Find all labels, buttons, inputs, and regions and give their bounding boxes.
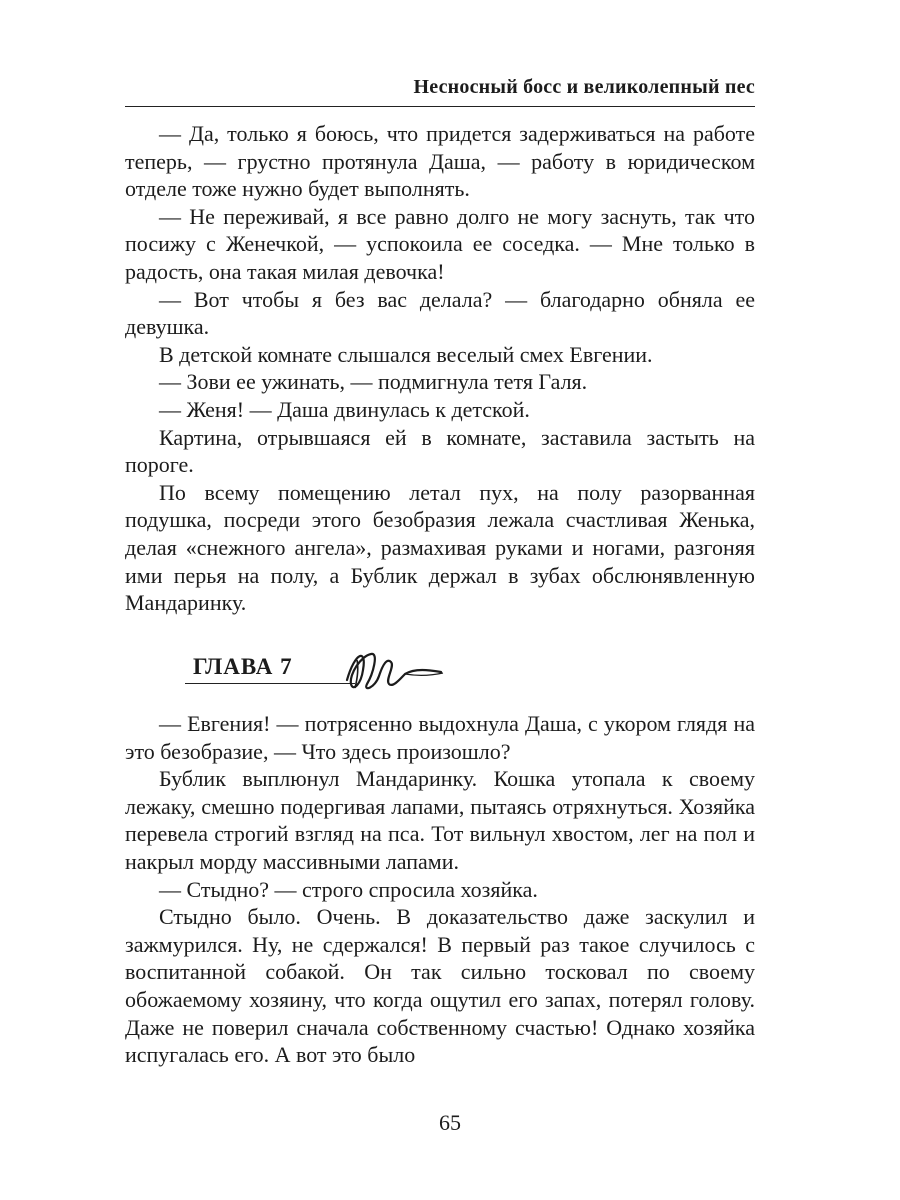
text-block-after-chapter	[125, 710, 755, 1069]
paragraph: — Вот чтобы я без вас делала? — благодарно обняла ее девушка.	[125, 286, 755, 340]
chapter-heading	[185, 640, 445, 700]
header-rule	[125, 106, 755, 107]
flourish-ornament-icon	[345, 640, 445, 700]
chapter-title: ГЛАВА 7	[193, 654, 293, 679]
paragraph: — Не переживай, я все равно долго не могу заснуть, так что посижу с Женечкой, — успокоила ее соседка. — Мне только в радость, она такая милая девочка!	[125, 203, 755, 284]
paragraph: — Евгения! — потрясенно выдохнула Даша, с укором глядя на это безобразие, — Что здесь произошло?	[125, 711, 755, 764]
running-head: Несносный босс и великолепный пес	[413, 76, 755, 98]
paragraph: — Зови ее ужинать, — подмигнула тетя Галя.	[159, 369, 588, 395]
paragraph: Картина, отрывшаяся ей в комнате, заставила застыть на пороге.	[125, 424, 755, 478]
chapter-underline	[185, 683, 355, 684]
paragraph: В детской комнате слышался веселый смех Евгении.	[159, 341, 653, 367]
paragraph: — Стыдно? — строго спросила хозяйка.	[159, 876, 538, 902]
paragraph: Стыдно было. Очень. В доказательство даже заскулил и зажмурился. Ну, не сдержался! В первый раз такое случилось с воспитанной собакой. Он так сильно тосковал по своему обожаемому хозяину, что когда ощутил его запах, потерял голову. Даже не поверил сначала собственному счастью! Однако хозяйка испугалась его. А вот это было	[125, 904, 755, 1068]
page-number: 65	[439, 1110, 461, 1135]
text-block-before-chapter	[125, 120, 755, 617]
paragraph: По всему помещению летал пух, на полу разорванная подушка, посреди этого безобразия лежала счастливая Женька, делая «снежного ангела», размахивая руками и ногами, разгоняя ими перья на полу, а Бублик держал в зубах обслюнявленную Мандаринку.	[125, 479, 755, 616]
paragraph: — Да, только я боюсь, что придется задерживаться на работе теперь, — грустно протянула Даша, — работу в юридическом отделе тоже нужно будет выполнять.	[125, 121, 755, 202]
paragraph: Бублик выплюнул Мандаринку. Кошка утопала к своему лежаку, смешно подергивая лапами, пытаясь отряхнуться. Хозяйка перевела строгий взгляд на пса. Тот вильнул хвостом, лег на пол и накрыл морду массивными лапами.	[125, 766, 755, 874]
paragraph: — Женя! — Даша двинулась к детской.	[159, 396, 530, 422]
